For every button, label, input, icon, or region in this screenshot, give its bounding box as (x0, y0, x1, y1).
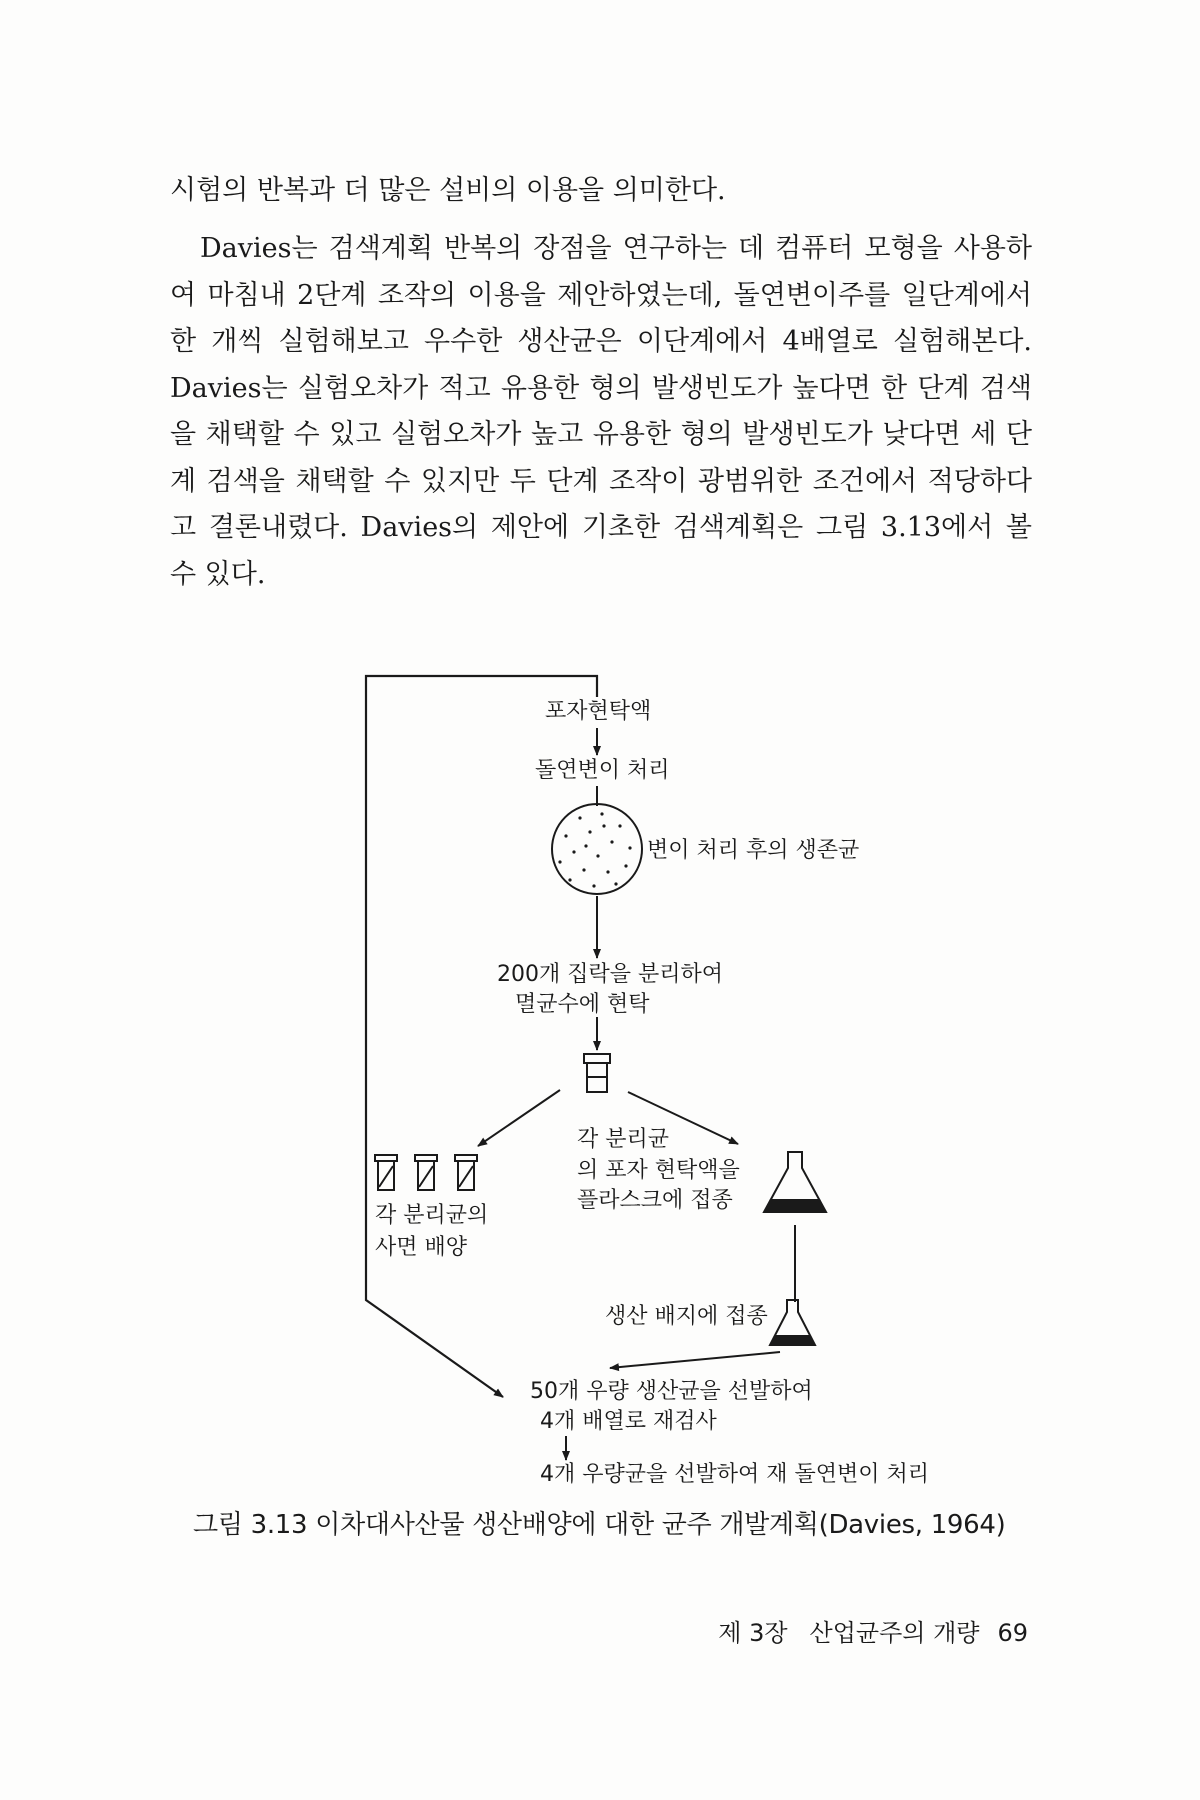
page-number: 69 (997, 1619, 1028, 1647)
flask-label-line1: 각 분리균 (577, 1127, 670, 1152)
label-production-medium: 생산 배지에 접종 (605, 1304, 768, 1329)
step-select-line1: 50개 우량 생산균을 선발하여 (530, 1379, 813, 1404)
feedback-loop-line (366, 676, 597, 1397)
slant-tubes-icon (375, 1155, 477, 1190)
production-flask-icon (770, 1300, 815, 1345)
flask-label-line2: 의 포자 현탁액을 (577, 1158, 740, 1183)
body-paragraph-1: 시험의 반복과 더 많은 설비의 이용을 의미한다. (170, 175, 726, 206)
step-spore-suspension: 포자현탁액 (545, 699, 652, 724)
petri-dish-icon (552, 804, 642, 894)
label-survivors: 변이 처리 후의 생존균 (647, 838, 860, 863)
arrow-to-slants (478, 1090, 560, 1146)
figure-caption: 그림 3.13 이차대사산물 생산배양에 대한 균주 개발계획(Davies, 1964) (193, 1510, 1006, 1540)
step-isolate-line2: 멸균수에 현탁 (515, 992, 650, 1017)
step-final: 4개 우량균을 선발하여 재 돌연변이 처리 (540, 1462, 929, 1487)
body-paragraph-2: Davies는 검색계획 반복의 장점을 연구하는 데 컴퓨터 모형을 사용하여 마침내 2단계 조작의 이용을 제안하였는데, 돌연변이주를 일단계에서 한 개씩 실험해보고 우수한 생산균은 이단계에서 4배열로 실험해본다. Davies는 실험오차가 적고 유용한 형의 발생빈도가 높다면 한 단계 검색을 채택할 수 있고 실험오차가 높고 유용한 형의 발생빈도가 낮다면 세 단계 검색을 채택할 수 있지만 두 단계 조작이 광범위한 조건에서 적당하다고 결론내렸다. Davies의 제안에 기초한 검색계획은 그림 3.13에서 볼 수 있다. (170, 233, 1032, 590)
step-mutation-treatment: 돌연변이 처리 (535, 758, 670, 783)
slant-label-line1: 각 분리균의 (375, 1203, 489, 1228)
footer-section: 산업균주의 개량 (809, 1619, 980, 1647)
step-isolate-line1: 200개 집락을 분리하여 (497, 962, 723, 987)
flask-label-line3: 플라스크에 접종 (577, 1188, 733, 1213)
arrow-to-selection (610, 1352, 780, 1368)
footer-chapter: 제 3장 (718, 1619, 788, 1647)
slant-label-line2: 사면 배양 (375, 1235, 468, 1260)
step-select-line2: 4개 배열로 재검사 (540, 1409, 717, 1434)
page-footer (718, 1613, 1028, 1648)
flask-icon (764, 1152, 826, 1212)
test-tube-icon (584, 1054, 610, 1092)
